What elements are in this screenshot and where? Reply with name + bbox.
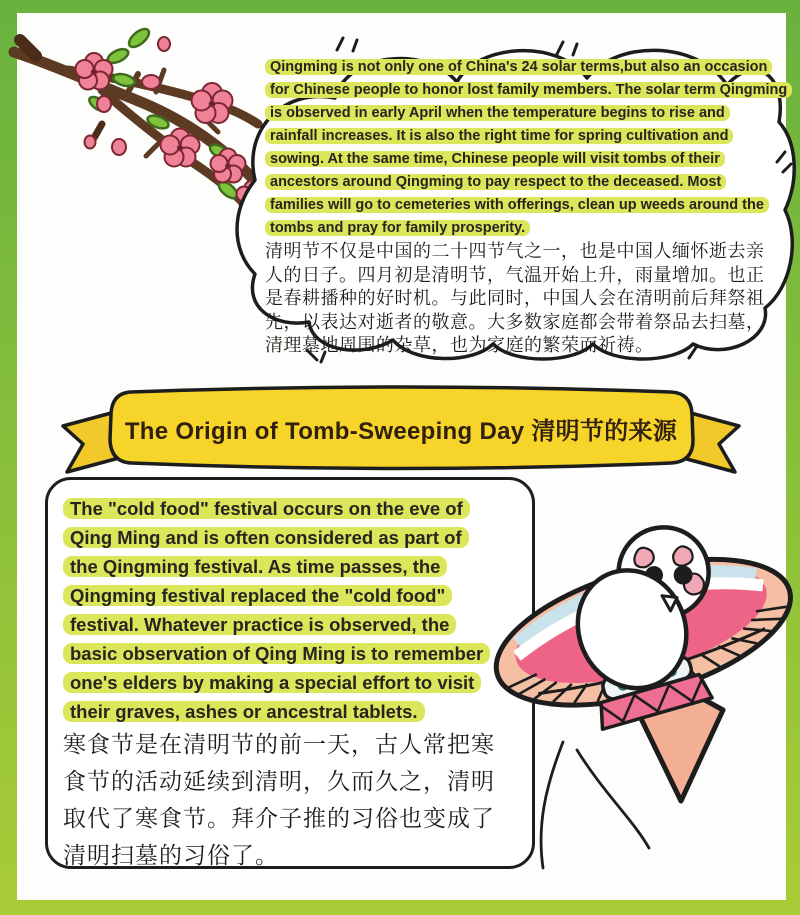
- origin-english-line: their graves, ashes or ancestral tablets.: [63, 697, 525, 726]
- kite-strings: [541, 742, 649, 868]
- intro-chinese-line: 清理墓地周围的杂草，也为家庭的繁荣而祈祷。: [265, 335, 654, 355]
- origin-english-line: Qing Ming and is often considered as part of: [63, 523, 525, 552]
- origin-story-box: [45, 477, 535, 869]
- title-banner: [55, 382, 747, 478]
- swallow-kite-illustration: [485, 520, 795, 872]
- origin-english-line: festival. Whatever practice is observed, the: [63, 610, 525, 639]
- origin-english-line: basic observation of Qing Ming is to remember: [63, 639, 525, 668]
- intro-text-block: [265, 56, 788, 358]
- intro-english-line: rainfall increases. It is also the right time for spring cultivation and: [265, 125, 777, 148]
- origin-chinese-line: 食节的活动延续到清明，久而久之，清明: [63, 768, 495, 794]
- intro-chinese-line: 人的日子。四月初是清明节，气温开始上升，雨量增加。也正: [265, 264, 765, 285]
- origin-english-line: the Qingming festival. As time passes, the: [63, 552, 525, 581]
- origin-chinese-line: 清明扫墓的习俗了。: [63, 842, 279, 868]
- intro-english-line: ancestors around Qingming to pay respect to the deceased. Most: [265, 171, 777, 194]
- origin-chinese-line: 寒食节是在清明节的前一天，古人常把寒: [63, 731, 495, 757]
- intro-english-line: Qingming is not only one of China's 24 solar terms,but also an occasion: [265, 56, 777, 79]
- intro-english-line: for Chinese people to honor lost family members. The solar term Qingming: [265, 79, 777, 102]
- origin-chinese-line: 取代了寒食节。拜介子推的习俗也变成了: [63, 805, 495, 831]
- intro-cloud-bubble: [225, 30, 797, 370]
- intro-chinese-line: 清明节不仅是中国的二十四节气之一，也是中国人缅怀逝去亲: [265, 241, 765, 261]
- banner-title: The Origin of Tomb-Sweeping Day 清明节的来源: [124, 417, 678, 445]
- intro-english-line: families will go to cemeteries with offerings, clean up weeds around the: [265, 194, 777, 217]
- intro-chinese-line: 是春耕播种的好时机。与此同时，中国人会在清明前后拜祭祖: [265, 288, 765, 308]
- intro-english-line: tombs and pray for family prosperity.: [265, 217, 777, 240]
- origin-english-line: one's elders by making a special effort to visit: [63, 668, 525, 697]
- origin-english-line: Qingming festival replaced the "cold food": [63, 581, 525, 610]
- origin-text-block: [63, 494, 525, 874]
- origin-english-line: The "cold food" festival occurs on the eve of: [63, 494, 525, 523]
- intro-chinese-line: 先，以表达对逝者的敬意。大多数家庭都会带着祭品去扫墓，: [265, 311, 765, 332]
- intro-english-line: sowing. At the same time, Chinese people will visit tombs of their: [265, 148, 777, 171]
- intro-english-line: is observed in early April when the temperature begins to rise and: [265, 102, 777, 125]
